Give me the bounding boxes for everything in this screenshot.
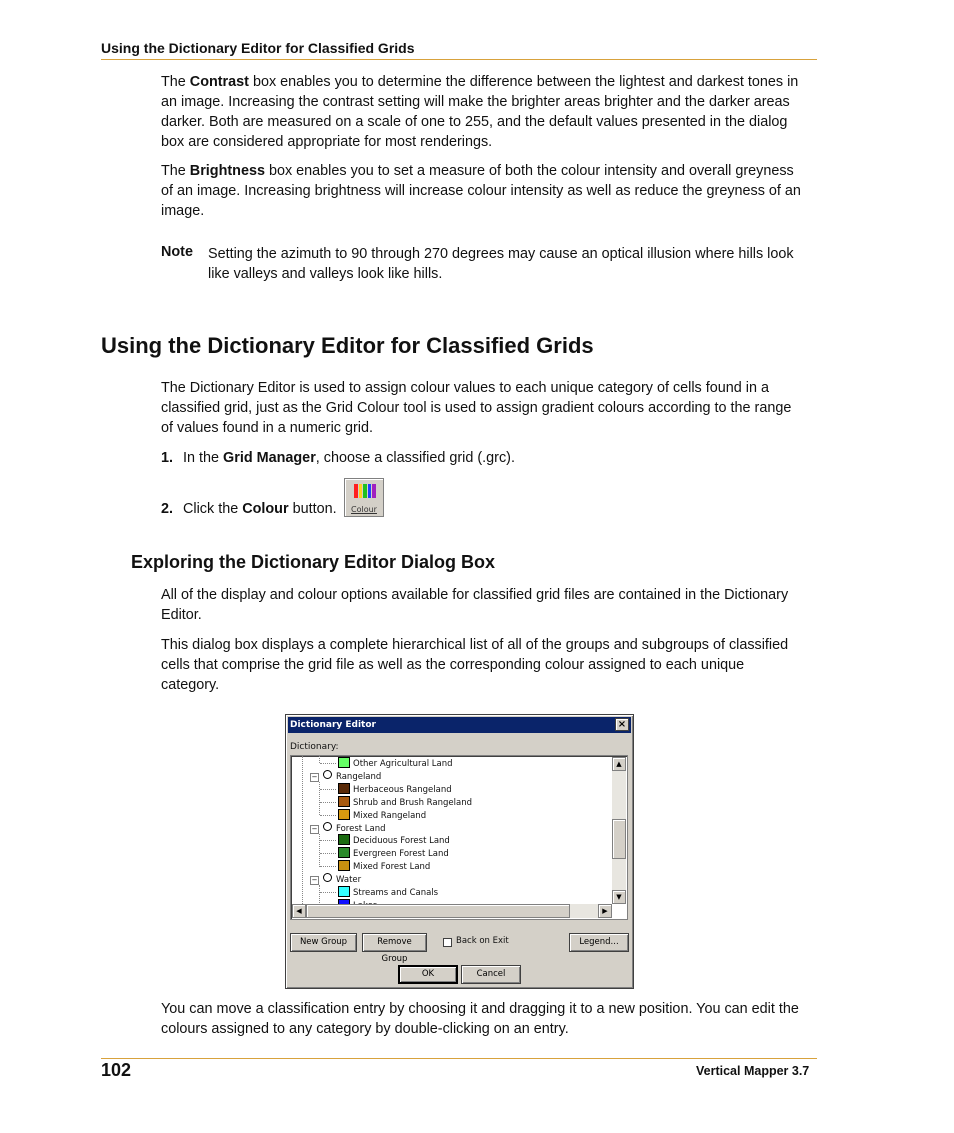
term-colour: Colour xyxy=(242,501,289,517)
ok-button[interactable]: OK xyxy=(398,965,458,984)
step-1 xyxy=(161,448,515,468)
dialog-title: Dictionary Editor xyxy=(290,720,376,730)
subsection-heading: Exploring the Dictionary Editor Dialog Box xyxy=(131,552,496,572)
brightness-paragraph xyxy=(161,161,821,221)
contrast-line-1 xyxy=(161,72,821,92)
text-run: In the xyxy=(183,450,224,466)
tree-item-label: Mixed Forest Land xyxy=(353,862,431,873)
vertical-scrollbar[interactable] xyxy=(612,757,626,904)
tree-group[interactable] xyxy=(310,822,386,835)
back-on-exit-checkbox[interactable] xyxy=(443,938,452,947)
tree-group[interactable] xyxy=(310,770,381,783)
running-header: Using the Dictionary Editor for Classified Grids xyxy=(101,40,415,56)
text-run: The xyxy=(161,163,190,179)
horizontal-scrollbar[interactable] xyxy=(292,904,612,918)
dictionary-editor-dialog xyxy=(285,714,634,989)
tree-item-label: Rangeland xyxy=(336,771,382,782)
colour-swatch[interactable] xyxy=(338,796,350,807)
tree-line xyxy=(320,789,336,790)
dictionary-label: Dictionary: xyxy=(290,742,339,752)
horizontal-scroll-thumb[interactable] xyxy=(306,904,570,918)
new-group-button[interactable]: New Group xyxy=(290,933,357,952)
text-run: box enables you to set a measure of both the colour intensity and overall greyness xyxy=(264,163,794,179)
note-text xyxy=(208,244,818,284)
tree-leaf[interactable] xyxy=(338,886,438,899)
colour-swatch[interactable] xyxy=(338,757,350,768)
collapse-icon[interactable]: − xyxy=(311,876,318,885)
tree-line xyxy=(320,802,336,803)
note-label: Note xyxy=(161,244,193,260)
colour-swatch[interactable] xyxy=(338,860,350,871)
tree-line xyxy=(320,763,336,764)
contrast-paragraph xyxy=(161,72,821,152)
footer-rule xyxy=(101,1058,817,1059)
tree-leaf[interactable] xyxy=(338,847,449,860)
tree-item-label: Herbaceous Rangeland xyxy=(353,784,452,795)
tree-item-label: Other Agricultural Land xyxy=(353,759,453,769)
subsection-paragraph-2 xyxy=(161,635,821,695)
section-line-3: of values found in a numeric grid. xyxy=(161,420,373,436)
term-grid-manager: Grid Manager xyxy=(223,450,316,466)
text-run: The xyxy=(161,74,190,90)
section-line-1: The Dictionary Editor is used to assign colour values to each unique category of cells found in a xyxy=(161,380,769,396)
contrast-line-3: darker. Both are measured on a scale of one to 255, and the default values presented in the dialog xyxy=(161,114,788,130)
remove-group-button[interactable]: Remove Group xyxy=(362,933,427,952)
back-on-exit-label: Back on Exit xyxy=(456,936,509,946)
tree-item-label: Water xyxy=(336,875,362,886)
section-body xyxy=(161,378,821,438)
collapse-icon[interactable]: − xyxy=(311,824,318,833)
tree-item-label: Evergreen Forest Land xyxy=(353,849,449,860)
header-rule xyxy=(101,59,817,60)
colour-swatch[interactable] xyxy=(338,834,350,845)
note-line-1: Setting the azimuth to 90 through 270 degrees may cause an optical illusion where hills look xyxy=(208,246,794,262)
tree-line xyxy=(319,834,320,867)
tree-item-label: Streams and Canals xyxy=(353,888,439,898)
text-run: , choose a classified grid (.grc). xyxy=(315,450,515,466)
tree-leaf[interactable] xyxy=(338,796,472,809)
tree-leaf[interactable] xyxy=(338,783,452,796)
colour-pencils-icon xyxy=(354,484,376,504)
scroll-right-icon[interactable]: ▶ xyxy=(598,904,612,918)
colour-swatch[interactable] xyxy=(338,886,350,897)
tree-line xyxy=(320,840,336,841)
colour-button[interactable] xyxy=(344,478,384,517)
colour-swatch[interactable] xyxy=(338,809,350,820)
sub-p2-line-1: This dialog box displays a complete hierarchical list of all of the groups and subgroups of classified xyxy=(161,637,789,653)
text-run: Click the xyxy=(183,501,243,517)
tree-line xyxy=(320,815,336,816)
contrast-line-4: box are considered appropriate for most renderings. xyxy=(161,134,493,150)
subsection-paragraph-1 xyxy=(161,585,821,625)
tree-line xyxy=(320,892,336,893)
tree-line xyxy=(319,756,320,763)
sub-p1-line-1: All of the display and colour options available for classified grid files are contained in the Dictionary xyxy=(161,587,789,603)
section-heading: Using the Dictionary Editor for Classified Grids xyxy=(101,333,594,358)
group-node-icon xyxy=(323,770,332,779)
tree-group[interactable] xyxy=(310,873,361,886)
text-run: box enables you to determine the difference between the lightest and darkest tones in xyxy=(248,74,799,90)
product-name: Vertical Mapper 3.7 xyxy=(696,1064,810,1078)
colour-swatch[interactable] xyxy=(338,783,350,794)
page-number: 102 xyxy=(101,1060,132,1080)
cancel-button[interactable]: Cancel xyxy=(461,965,521,984)
note-line-2: like valleys and valleys look like hills. xyxy=(208,266,443,282)
colour-button-caption: Colour xyxy=(351,505,377,514)
term-contrast: Contrast xyxy=(189,74,249,90)
tree-leaf[interactable] xyxy=(338,860,430,873)
scroll-up-icon[interactable]: ▲ xyxy=(612,757,626,771)
closing-line-2: colours assigned to any category by double-clicking on an entry. xyxy=(161,1021,569,1037)
tree-leaf[interactable] xyxy=(338,809,426,822)
scroll-left-icon[interactable]: ◀ xyxy=(292,904,306,918)
close-icon[interactable]: × xyxy=(615,718,629,731)
dialog-title-bar[interactable] xyxy=(288,717,631,733)
legend-button[interactable]: Legend... xyxy=(569,933,629,952)
contrast-line-2: an image. Increasing the contrast setting will make the brighter areas brighter and the darker areas xyxy=(161,94,790,110)
sub-p1-line-2: Editor. xyxy=(161,607,202,623)
scroll-down-icon[interactable]: ▼ xyxy=(612,890,626,904)
vertical-scroll-thumb[interactable] xyxy=(612,819,626,859)
brightness-line-2: of an image. Increasing brightness will increase colour intensity as well as reduce the greyness of an xyxy=(161,183,801,199)
closing-paragraph xyxy=(161,999,821,1039)
tree-line xyxy=(302,756,303,906)
collapse-icon[interactable]: − xyxy=(311,772,318,781)
tree-line xyxy=(319,782,320,815)
group-node-icon xyxy=(323,873,332,882)
tree-item-label: Deciduous Forest Land xyxy=(353,836,450,847)
colour-swatch[interactable] xyxy=(338,847,350,858)
closing-line-1: You can move a classification entry by choosing it and dragging it to a new position. You can edit the xyxy=(161,1001,799,1017)
step-2 xyxy=(161,499,337,519)
tree-line xyxy=(320,853,336,854)
step-number: 2. xyxy=(161,501,174,517)
text-run: button. xyxy=(288,501,337,517)
tree-leaf[interactable] xyxy=(338,757,453,770)
tree-item-label: Mixed Rangeland xyxy=(353,810,427,821)
tree-line xyxy=(320,866,336,867)
tree-leaf[interactable] xyxy=(338,834,450,847)
term-brightness: Brightness xyxy=(189,163,265,179)
tree-item-label: Shrub and Brush Rangeland xyxy=(353,797,472,808)
dictionary-tree[interactable] xyxy=(290,755,628,920)
tree-item-label: Forest Land xyxy=(336,823,386,834)
sub-p2-line-3: category. xyxy=(161,677,220,693)
group-node-icon xyxy=(323,822,332,831)
brightness-line-3: image. xyxy=(161,203,205,219)
brightness-line-1 xyxy=(161,161,821,181)
step-number: 1. xyxy=(161,450,174,466)
section-line-2: classified grid, just as the Grid Colour tool is used to assign gradient colours according to the range xyxy=(161,400,792,416)
sub-p2-line-2: cells that comprise the grid file as well as the corresponding colour assigned to each unique xyxy=(161,657,745,673)
